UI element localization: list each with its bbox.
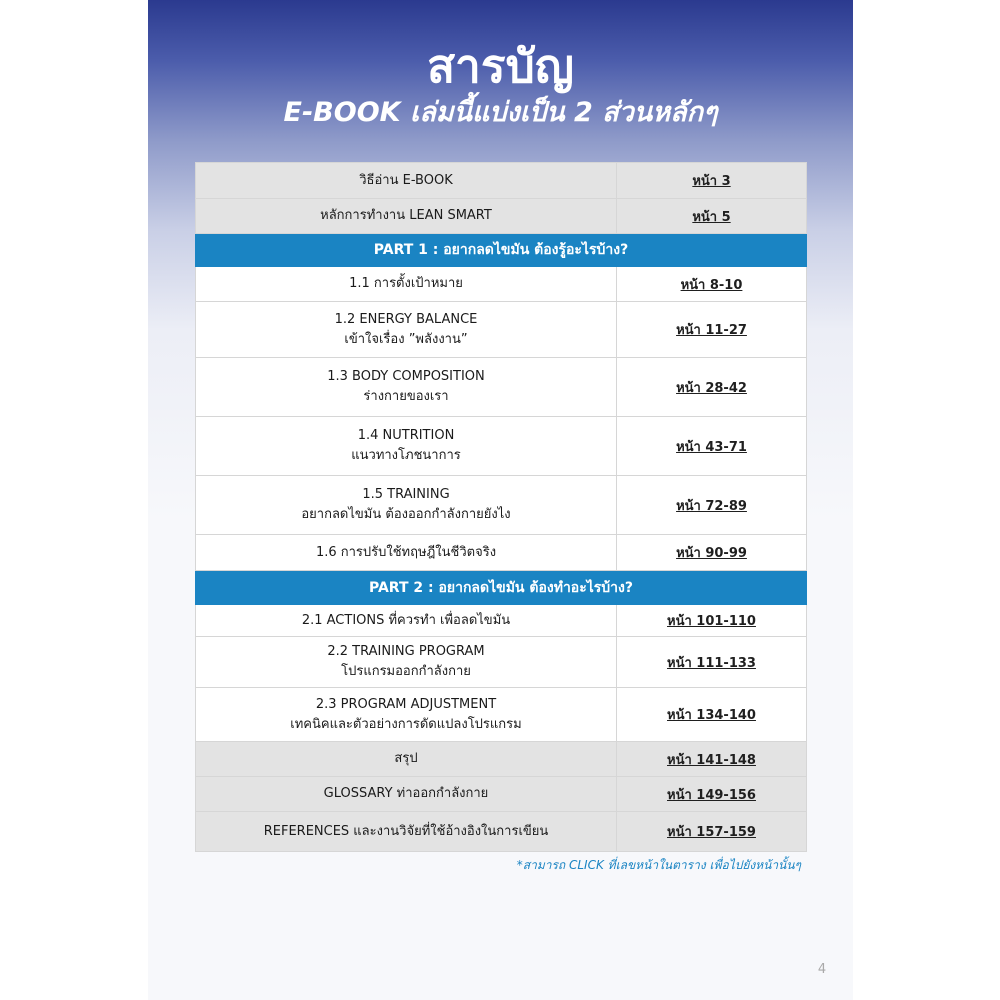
toc-sublabel: เทคนิคและตัวอย่างการดัดแปลงโปรแกรม <box>290 716 522 732</box>
toc-label: 1.5 TRAINING <box>362 487 450 502</box>
toc-row <box>196 777 807 812</box>
toc-label: 2.1 ACTIONS ที่ควรทำ เพื่อลดไขมัน <box>196 605 617 637</box>
page-link[interactable]: หน้า 43-71 <box>676 439 747 455</box>
toc-row <box>196 812 807 852</box>
toc-label: วิธีอ่าน E-BOOK <box>196 163 617 199</box>
page-link[interactable]: หน้า 141-148 <box>667 752 756 768</box>
toc-row <box>196 688 807 742</box>
page-link[interactable]: หน้า 149-156 <box>667 787 756 803</box>
toc-row <box>196 199 807 234</box>
toc-label: 1.1 การตั้งเป้าหมาย <box>196 267 617 302</box>
toc-label: 1.6 การปรับใช้ทฤษฎีในชีวิตจริง <box>196 535 617 571</box>
toc-label: REFERENCES และงานวิจัยที่ใช้อ้างอิงในการเขียน <box>196 812 617 852</box>
toc-table <box>195 162 807 852</box>
click-hint-note: *สามารถ CLICK ที่เลขหน้าในตาราง เพื่อไปยังหน้านั้นๆ <box>516 858 801 872</box>
toc-row <box>196 637 807 688</box>
part-heading: PART 2 : อยากลดไขมัน ต้องทำอะไรบ้าง? <box>196 571 807 605</box>
toc-row <box>196 605 807 637</box>
page-link[interactable]: หน้า 101-110 <box>667 614 756 629</box>
toc-sublabel: อยากลดไขมัน ต้องออกกำลังกายยังไง <box>301 507 511 522</box>
part-2-header <box>196 571 807 605</box>
part-heading: PART 1 : อยากลดไขมัน ต้องรู้อะไรบ้าง? <box>196 234 807 267</box>
toc-label: 1.4 NUTRITION <box>357 428 455 443</box>
page-link[interactable]: หน้า 157-159 <box>667 825 756 840</box>
page-link[interactable]: หน้า 111-133 <box>667 655 756 671</box>
toc-row <box>196 163 807 199</box>
page-link[interactable]: หน้า 5 <box>692 209 731 225</box>
toc-label: สรุป <box>196 742 617 777</box>
toc-label: 1.2 ENERGY BALANCE <box>334 311 478 327</box>
page-link[interactable]: หน้า 11-27 <box>676 323 747 338</box>
toc-row <box>196 535 807 571</box>
page-link[interactable]: หน้า 90-99 <box>676 546 747 561</box>
toc-label: 2.3 PROGRAM ADJUSTMENT <box>315 696 497 712</box>
toc-sublabel: แนวทางโภชนาการ <box>351 448 461 463</box>
toc-label: หลักการทำงาน LEAN SMART <box>196 199 617 234</box>
toc-sublabel: เข้าใจเรื่อง ”พลังงาน” <box>344 331 468 347</box>
page-subtitle: E-BOOK เล่มนี้แบ่งเป็น 2 ส่วนหลักๆ <box>283 97 718 128</box>
toc-sublabel: โปรแกรมออกกำลังกาย <box>341 664 471 679</box>
toc-row <box>196 742 807 777</box>
page-link[interactable]: หน้า 72-89 <box>676 498 747 514</box>
page-title: สารบัญ <box>426 39 574 93</box>
page-link[interactable]: หน้า 8-10 <box>680 277 743 293</box>
toc-row <box>196 476 807 535</box>
toc-row <box>196 417 807 476</box>
toc-row <box>196 302 807 358</box>
toc-sublabel: ร่างกายของเรา <box>363 389 449 404</box>
page-link[interactable]: หน้า 134-140 <box>667 708 756 723</box>
toc-label: 1.3 BODY COMPOSITION <box>327 369 485 384</box>
toc-row <box>196 267 807 302</box>
toc-row <box>196 358 807 417</box>
page-link[interactable]: หน้า 3 <box>692 174 731 189</box>
toc-label: 2.2 TRAINING PROGRAM <box>327 644 485 659</box>
toc-label: GLOSSARY ท่าออกกำลังกาย <box>196 777 617 812</box>
page-link[interactable]: หน้า 28-42 <box>676 380 747 396</box>
part-1-header <box>196 234 807 267</box>
page-number: 4 <box>817 962 827 977</box>
